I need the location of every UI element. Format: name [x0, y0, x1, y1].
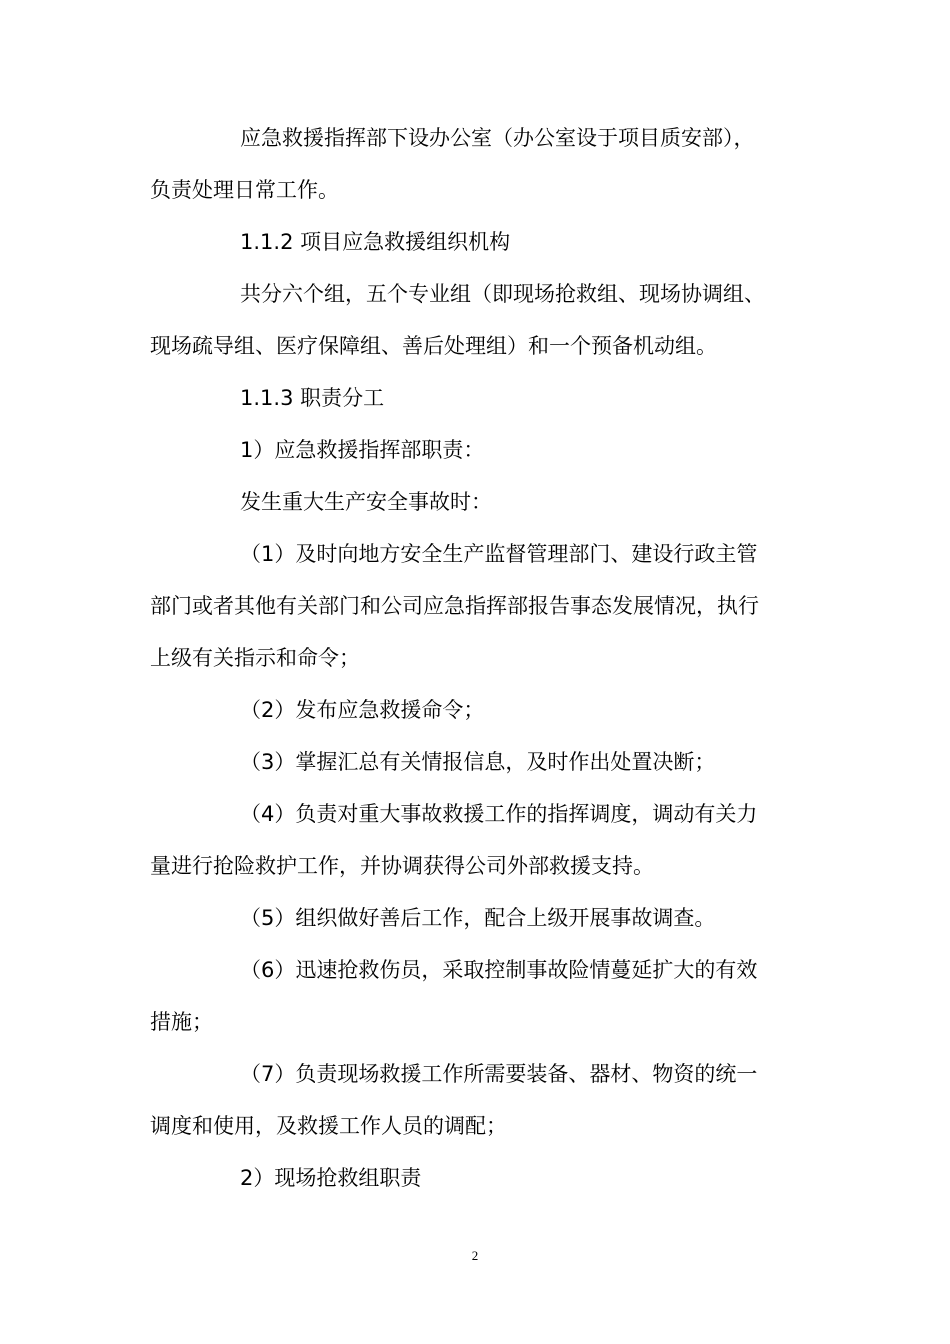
text-line: （3）掌握汇总有关情报信息，及时作出处置决断； — [240, 750, 716, 774]
text-line: （6）迅速抢救伤员，采取控制事故险情蔓延扩大的有效 — [240, 958, 758, 982]
text-line: （2）发布应急救援命令； — [240, 698, 485, 722]
text-line: 现场疏导组、医疗保障组、善后处理组）和一个预备机动组。 — [150, 334, 717, 358]
text-line: 措施； — [150, 1010, 213, 1034]
text-line: 2）现场抢救组职责 — [240, 1166, 422, 1190]
page-number: 2 — [471, 1248, 479, 1263]
text-line: 负责处理日常工作。 — [150, 178, 339, 202]
text-line: 发生重大生产安全事故时： — [240, 490, 492, 514]
text-line: 上级有关指示和命令； — [150, 646, 360, 670]
text-line: 部门或者其他有关部门和公司应急指挥部报告事态发展情况，执行 — [150, 594, 759, 618]
text-line: 调度和使用，及救援工作人员的调配； — [150, 1114, 507, 1138]
section-heading: 1.1.2 项目应急救援组织机构 — [240, 230, 511, 254]
text-line: （5）组织做好善后工作，配合上级开展事故调查。 — [240, 906, 716, 930]
text-line: （4）负责对重大事故救援工作的指挥调度，调动有关力 — [240, 802, 758, 826]
text-line: （7）负责现场救援工作所需要装备、器材、物资的统一 — [240, 1062, 758, 1086]
text-line: 应急救援指挥部下设办公室（办公室设于项目质安部）， — [240, 126, 755, 150]
text-line: 1）应急救援指挥部职责： — [240, 438, 485, 462]
section-heading: 1.1.3 职责分工 — [240, 386, 385, 410]
text-line: （1）及时向地方安全生产监督管理部门、建设行政主管 — [240, 542, 758, 566]
text-line: 共分六个组，五个专业组（即现场抢救组、现场协调组、 — [240, 282, 765, 306]
text-line: 量进行抢险救护工作，并协调获得公司外部救援支持。 — [150, 854, 654, 878]
